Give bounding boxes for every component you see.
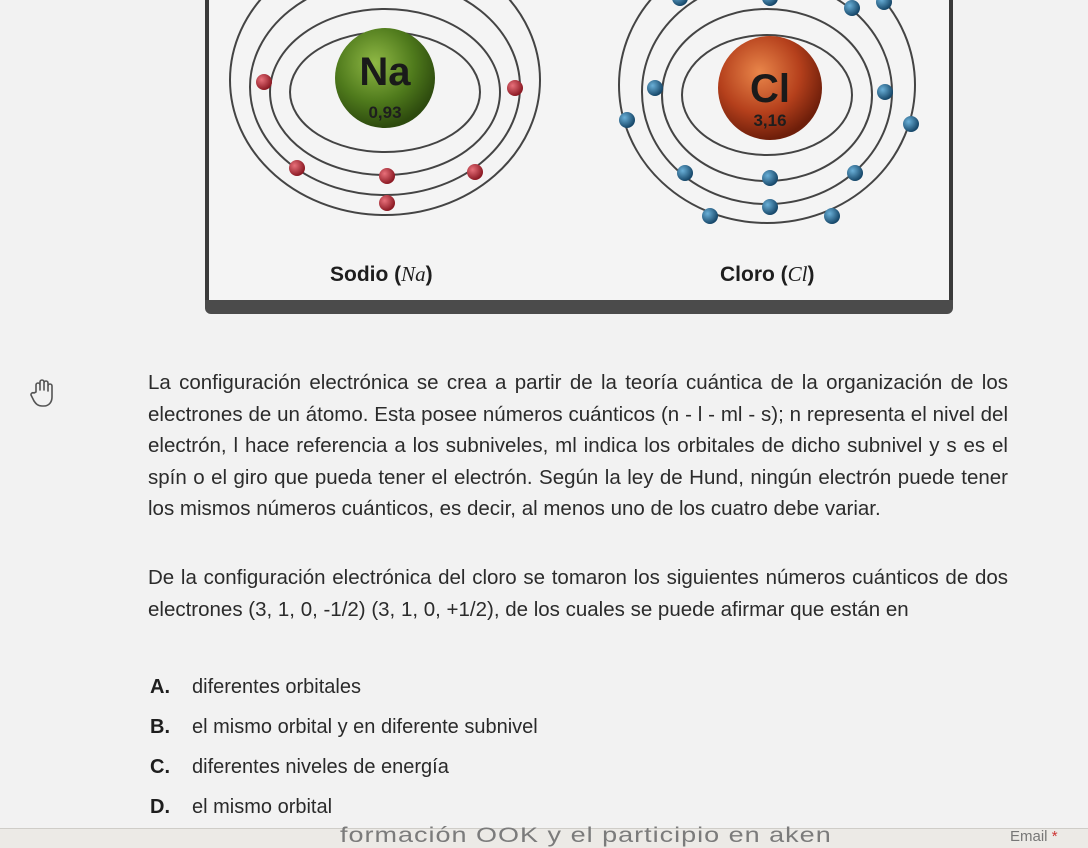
form-footer: [0, 823, 1088, 848]
sodium-symbol: Na: [359, 50, 411, 94]
electron: [702, 208, 718, 224]
cut-off-question-text: formación OOK y el participio en aken: [340, 823, 832, 847]
paragraph-quantum-theory: [148, 367, 1008, 525]
option-letter: A.: [150, 676, 170, 698]
option-d[interactable]: [150, 796, 332, 826]
sodium-caption-symbol: Na: [401, 262, 426, 286]
paragraph-1-text: La configuración electrónica se crea a partir de la teoría cuántica de la organización de los electrones de un átomo. Esta posee números cuánticos (n - l - ml - s); n representa el nivel del electrón, l hace referencia a los subniveles, ml indica los orbitales de dicho subnivel y s es el spín o el giro que pueda tener el electrón. Según la ley de Hund, ningún electrón puede tener los mismos números cuánticos, es decir, al menos uno de los cuatro debe variar.: [148, 371, 1008, 520]
option-letter: B.: [150, 716, 170, 738]
electron: [379, 168, 395, 184]
atom-diagram: [0, 0, 1088, 320]
electron: [677, 165, 693, 181]
electron: [672, 0, 688, 6]
electron: [844, 0, 860, 16]
chlorine-symbol: Cl: [750, 67, 790, 111]
option-text: el mismo orbital: [192, 796, 333, 818]
chlorine-caption-name: Cloro: [720, 263, 775, 286]
sodium-electronegativity: 0,93: [368, 103, 402, 122]
electron: [762, 199, 778, 215]
hand-pointer-icon[interactable]: [30, 378, 58, 413]
option-text: el mismo orbital y en diferente subnivel: [192, 716, 538, 738]
electron: [256, 74, 272, 90]
sodium-caption: Sodio (Na): [330, 262, 433, 286]
electron: [619, 112, 635, 128]
option-a[interactable]: [150, 676, 361, 706]
electron: [762, 170, 778, 186]
option-letter: D.: [150, 796, 170, 818]
electron: [507, 80, 523, 96]
electron: [289, 160, 305, 176]
paragraph-question: [148, 562, 1008, 625]
electron: [647, 80, 663, 96]
electron: [467, 164, 483, 180]
paragraph-2-text: De la configuración electrónica del cloro se tomaron los siguientes números cuánticos de dos electrones (3, 1, 0, -1/2) (3, 1, 0, +1/2), de los cuales se puede afirmar que están en: [148, 566, 1008, 621]
option-text: diferentes niveles de energía: [192, 756, 449, 778]
option-b[interactable]: [150, 716, 538, 746]
sodium-caption-name: Sodio: [330, 263, 389, 286]
chlorine-electronegativity: 3,16: [753, 111, 787, 130]
chlorine-caption-symbol: Cl: [787, 262, 808, 286]
electron: [379, 195, 395, 211]
email-label-text: Email: [1010, 828, 1048, 845]
electron: [762, 0, 778, 6]
electron: [877, 84, 893, 100]
electron: [824, 208, 840, 224]
required-mark: *: [1051, 828, 1058, 845]
electron: [903, 116, 919, 132]
option-letter: C.: [150, 756, 170, 778]
chlorine-caption: Cloro (Cl): [720, 262, 815, 286]
option-c[interactable]: [150, 756, 449, 786]
electron: [847, 165, 863, 181]
email-field-label[interactable]: [1010, 828, 1058, 845]
option-text: diferentes orbitales: [192, 676, 361, 698]
